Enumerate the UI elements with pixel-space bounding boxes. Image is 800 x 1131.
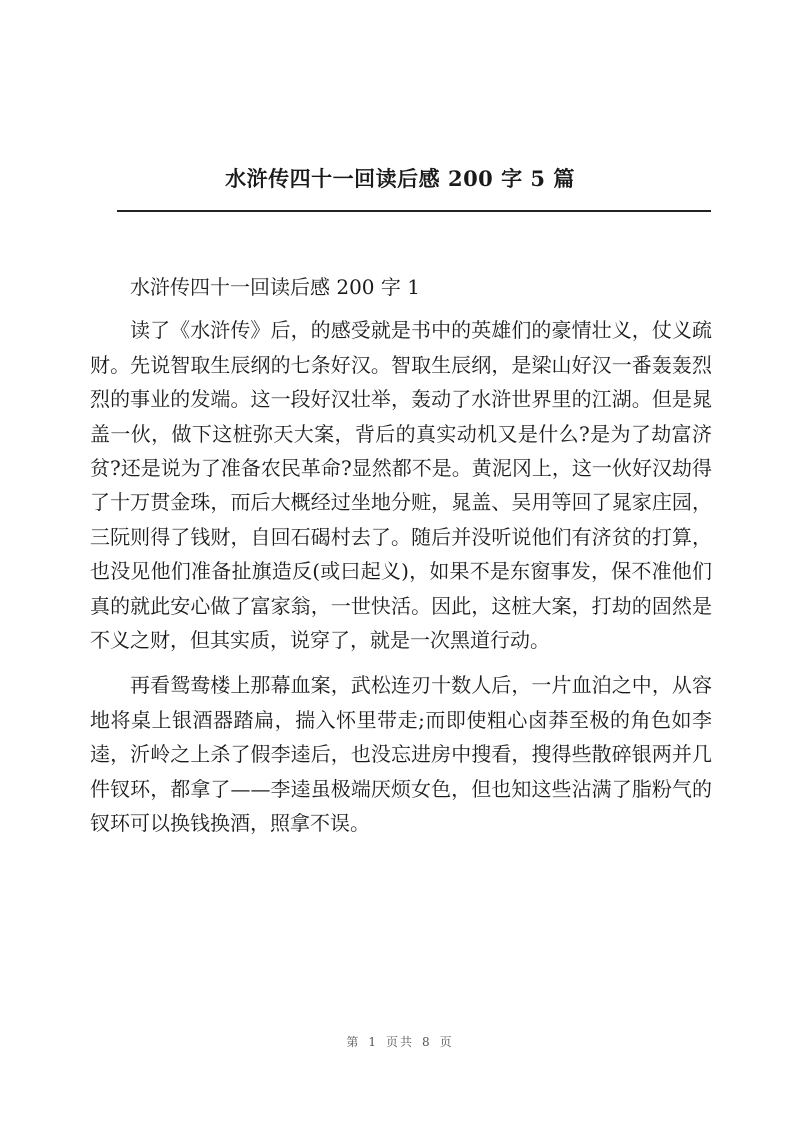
document-title: 水浒传四十一回读后感 200 字 5 篇 [225,166,575,191]
footer-prefix: 第 [346,1035,361,1049]
footer-current-page: 1 [368,1035,378,1049]
title-underline [117,210,711,212]
body-paragraph-2: 再看鸳鸯楼上那幕血案，武松连刃十数人后，一片血泊之中，从容地将桌上银酒器踏扁，揣入怀里带走;而即使粗心卤莽至极的角色如李逵，沂岭之上杀了假李逵后，也没忘进房中搜看，搜得些散碎银两并几件钗环，都拿了——李逵虽极端厌烦女色，但也知这些沾满了脂粉气的钗环可以换钱换酒，照拿不误。 [90,673,712,836]
page-footer [0,1033,800,1050]
footer-total-pages: 8 [422,1035,432,1049]
footer-mid: 页共 [385,1035,414,1049]
footer-suffix: 页 [439,1035,454,1049]
document-body [90,270,712,852]
body-paragraph-1: 读了《水浒传》后，的感受就是书中的英雄们的豪情壮义，仗义疏财。先说智取生辰纲的七条好汉。智取生辰纲，是梁山好汉一番轰轰烈烈的事业的发端。这一段好汉壮举，轰动了水浒世界里的江湖。但是晁盖一伙，做下这桩弥天大案，背后的真实动机又是什么?是为了劫富济贫?还是说为了准备农民革命?显然都不是。黄泥冈上，这一伙好汉劫得了十万贯金珠，而后大概经过坐地分赃，晁盖、吴用等回了晁家庄园，三阮则得了钱财，自回石碣村去了。随后并没听说他们有济贫的打算，也没见他们准备扯旗造反(或曰起义)，如果不是东窗事发，保不准他们真的就此安心做了富家翁，一世快活。因此，这桩大案，打劫的固然是不义之财，但其实质，说穿了，就是一次黑道行动。 [90,318,712,653]
section-heading: 水浒传四十一回读后感 200 字 1 [130,275,420,299]
